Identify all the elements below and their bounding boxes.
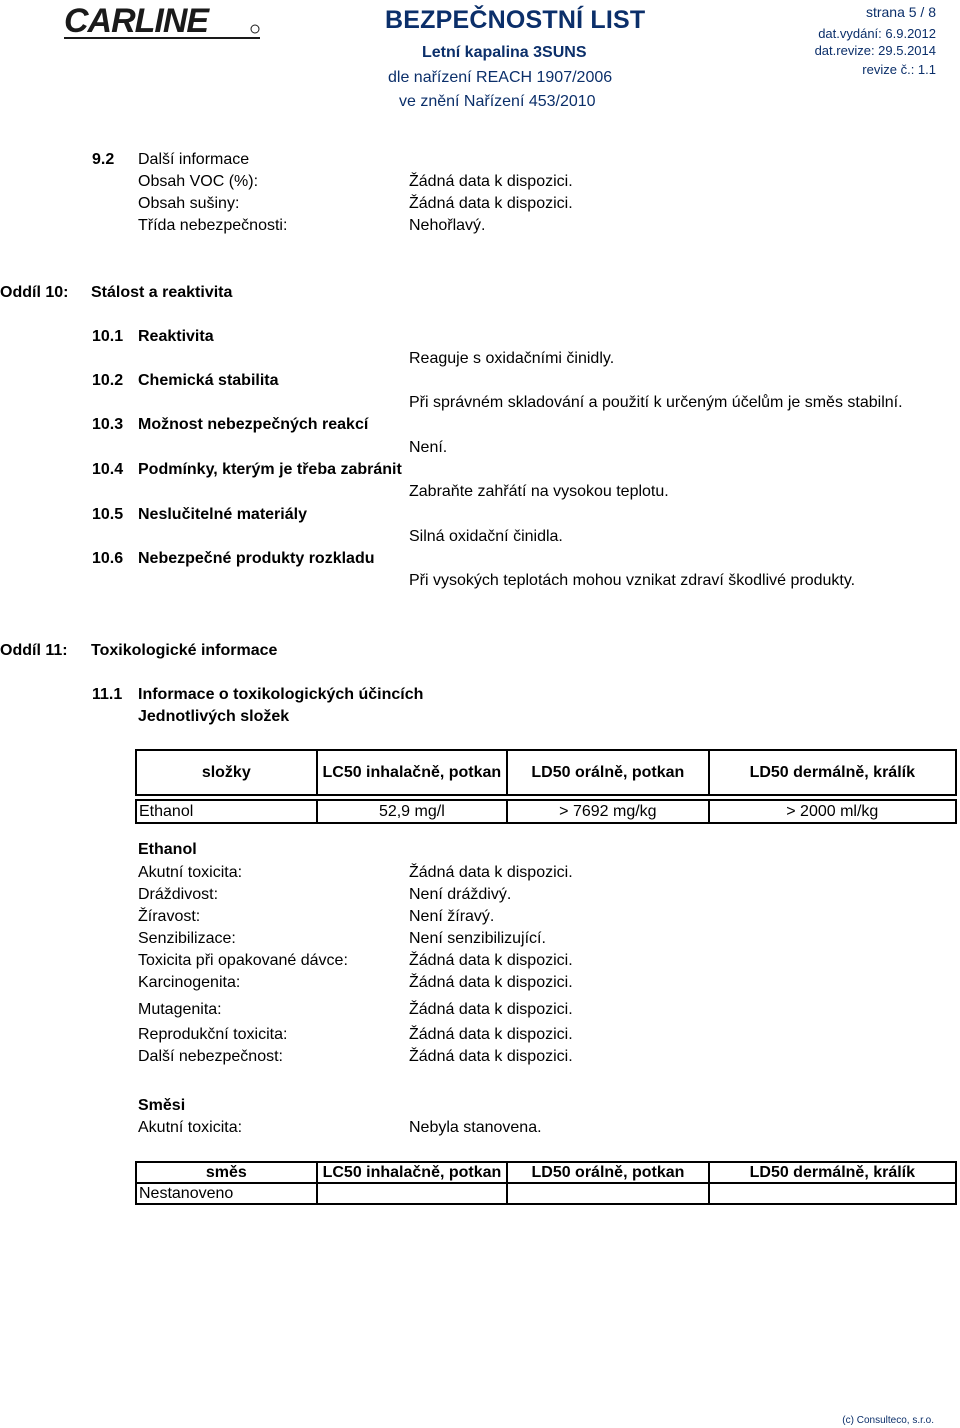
table-cell xyxy=(317,1183,508,1204)
subsection-number: 11.1 xyxy=(92,686,123,703)
subsection-number: 10.5 xyxy=(92,506,124,523)
field-value: Nebyla stanovena. xyxy=(409,1119,542,1136)
subsection-title: Možnost nebezpečných reakcí xyxy=(138,416,369,433)
field-value: Není dráždivý. xyxy=(409,886,512,903)
subsection-title: Reaktivita xyxy=(138,328,214,345)
subsection-value: Při vysokých teplotách mohou vznikat zdraví škodlivé produkty. xyxy=(409,572,856,589)
table-cell xyxy=(507,1183,708,1204)
field-value: Žádná data k dispozici. xyxy=(409,173,573,190)
subsection-title: Podmínky, kterým je třeba zabránit xyxy=(138,461,402,478)
table-header-cell: LD50 dermálně, králík xyxy=(709,750,956,795)
table-header-cell: LD50 dermálně, králík xyxy=(709,1162,956,1183)
field-label: Toxicita při opakované dávce: xyxy=(138,952,348,969)
field-value: Žádná data k dispozici. xyxy=(409,1026,573,1043)
mixture-toxicity-table xyxy=(135,1161,957,1205)
svg-text:CARLINE: CARLINE xyxy=(64,2,209,40)
subsection-number: 10.6 xyxy=(92,550,124,567)
document-title: BEZPEČNOSTNÍ LIST xyxy=(385,6,646,34)
field-label: Obsah VOC (%): xyxy=(138,173,259,190)
section-title: Další informace xyxy=(138,151,250,168)
section-number: 9.2 xyxy=(92,151,115,168)
section-heading-number: Oddíl 10: xyxy=(0,284,69,301)
field-label: Karcinogenita: xyxy=(138,974,241,991)
subsection-title: Chemická stabilita xyxy=(138,372,279,389)
subsection-value: Při správném skladování a použití k určeným účelům je směs stabilní. xyxy=(409,394,903,411)
table-header-row xyxy=(136,750,956,795)
subsection-value: Reaguje s oxidačními činidly. xyxy=(409,350,615,367)
subsection-number: 10.4 xyxy=(92,461,124,478)
table-row xyxy=(136,800,956,823)
field-label: Další nebezpečnost: xyxy=(138,1048,283,1065)
field-value: Není žíravý. xyxy=(409,908,495,925)
subsection-value: Silná oxidační činidla. xyxy=(409,528,563,545)
field-label: Žíravost: xyxy=(138,908,201,925)
component-title: Ethanol xyxy=(138,841,197,858)
subsection-title: Neslučitelné materiály xyxy=(138,506,307,523)
page-number: strana 5 / 8 xyxy=(865,4,936,20)
table-cell: > 7692 mg/kg xyxy=(507,800,708,823)
issue-date: dat.vydání: 6.9.2012 xyxy=(818,26,936,41)
field-value: Žádná data k dispozici. xyxy=(409,864,573,881)
field-label: Akutní toxicita: xyxy=(138,864,243,881)
table-cell: Ethanol xyxy=(136,800,317,823)
field-label: Třída nebezpečnosti: xyxy=(138,217,288,234)
table-header-cell: složky xyxy=(136,750,317,795)
subsection-value: Není. xyxy=(409,439,448,456)
field-value: Není senzibilizující. xyxy=(409,930,546,947)
table-row xyxy=(136,1183,956,1204)
field-value: Žádná data k dispozici. xyxy=(409,1001,573,1018)
table-header-row xyxy=(136,1162,956,1183)
mixtures-title: Směsi xyxy=(138,1097,186,1114)
table-cell: 52,9 mg/l xyxy=(317,800,508,823)
field-label: Akutní toxicita: xyxy=(138,1119,243,1136)
field-value: Žádná data k dispozici. xyxy=(409,195,573,212)
subsection-value: Zabraňte zahřátí na vysokou teplotu. xyxy=(409,483,669,500)
section-heading-number: Oddíl 11: xyxy=(0,642,68,659)
table-header-cell: LC50 inhalačně, potkan xyxy=(317,1162,508,1183)
subsection-title: Informace o toxikologických účincích xyxy=(138,686,424,703)
components-toxicity-table xyxy=(135,749,957,824)
field-value: Žádná data k dispozici. xyxy=(409,1048,573,1065)
subsection-number: 10.2 xyxy=(92,372,124,389)
table-header-cell: LD50 orálně, potkan xyxy=(507,1162,708,1183)
regulation-line-1: dle nařízení REACH 1907/2006 xyxy=(388,69,613,86)
product-name: Letní kapalina 3SUNS xyxy=(422,44,587,61)
field-value: Žádná data k dispozici. xyxy=(409,974,573,991)
table-cell xyxy=(709,1183,956,1204)
field-value: Nehořlavý. xyxy=(409,217,486,234)
subsection-number: 10.1 xyxy=(92,328,124,345)
section-heading-title: Toxikologické informace xyxy=(91,642,278,659)
field-value: Žádná data k dispozici. xyxy=(409,952,573,969)
regulation-line-2: ve znění Nařízení 453/2010 xyxy=(399,93,596,110)
field-label: Senzibilizace: xyxy=(138,930,236,947)
subsection-title: Nebezpečné produkty rozkladu xyxy=(138,550,375,567)
table-header-cell: směs xyxy=(136,1162,317,1183)
revision-number: revize č.: 1.1 xyxy=(862,62,936,77)
field-label: Reprodukční toxicita: xyxy=(138,1026,288,1043)
carline-logo xyxy=(64,2,260,42)
table-header-cell: LC50 inhalačně, potkan xyxy=(317,750,508,795)
table-header-cell: LD50 orálně, potkan xyxy=(507,750,708,795)
field-label: Mutagenita: xyxy=(138,1001,222,1018)
table-cell: Nestanoveno xyxy=(136,1183,317,1204)
field-label: Obsah sušiny: xyxy=(138,195,240,212)
section-heading-title: Stálost a reaktivita xyxy=(91,284,233,301)
footer-copyright: (c) Consulteco, s.r.o. xyxy=(842,1415,934,1426)
table-cell: > 2000 ml/kg xyxy=(709,800,956,823)
subsection-subtitle: Jednotlivých složek xyxy=(138,708,290,725)
field-label: Dráždivost: xyxy=(138,886,219,903)
revision-date: dat.revize: 29.5.2014 xyxy=(814,43,936,58)
subsection-number: 10.3 xyxy=(92,416,124,433)
